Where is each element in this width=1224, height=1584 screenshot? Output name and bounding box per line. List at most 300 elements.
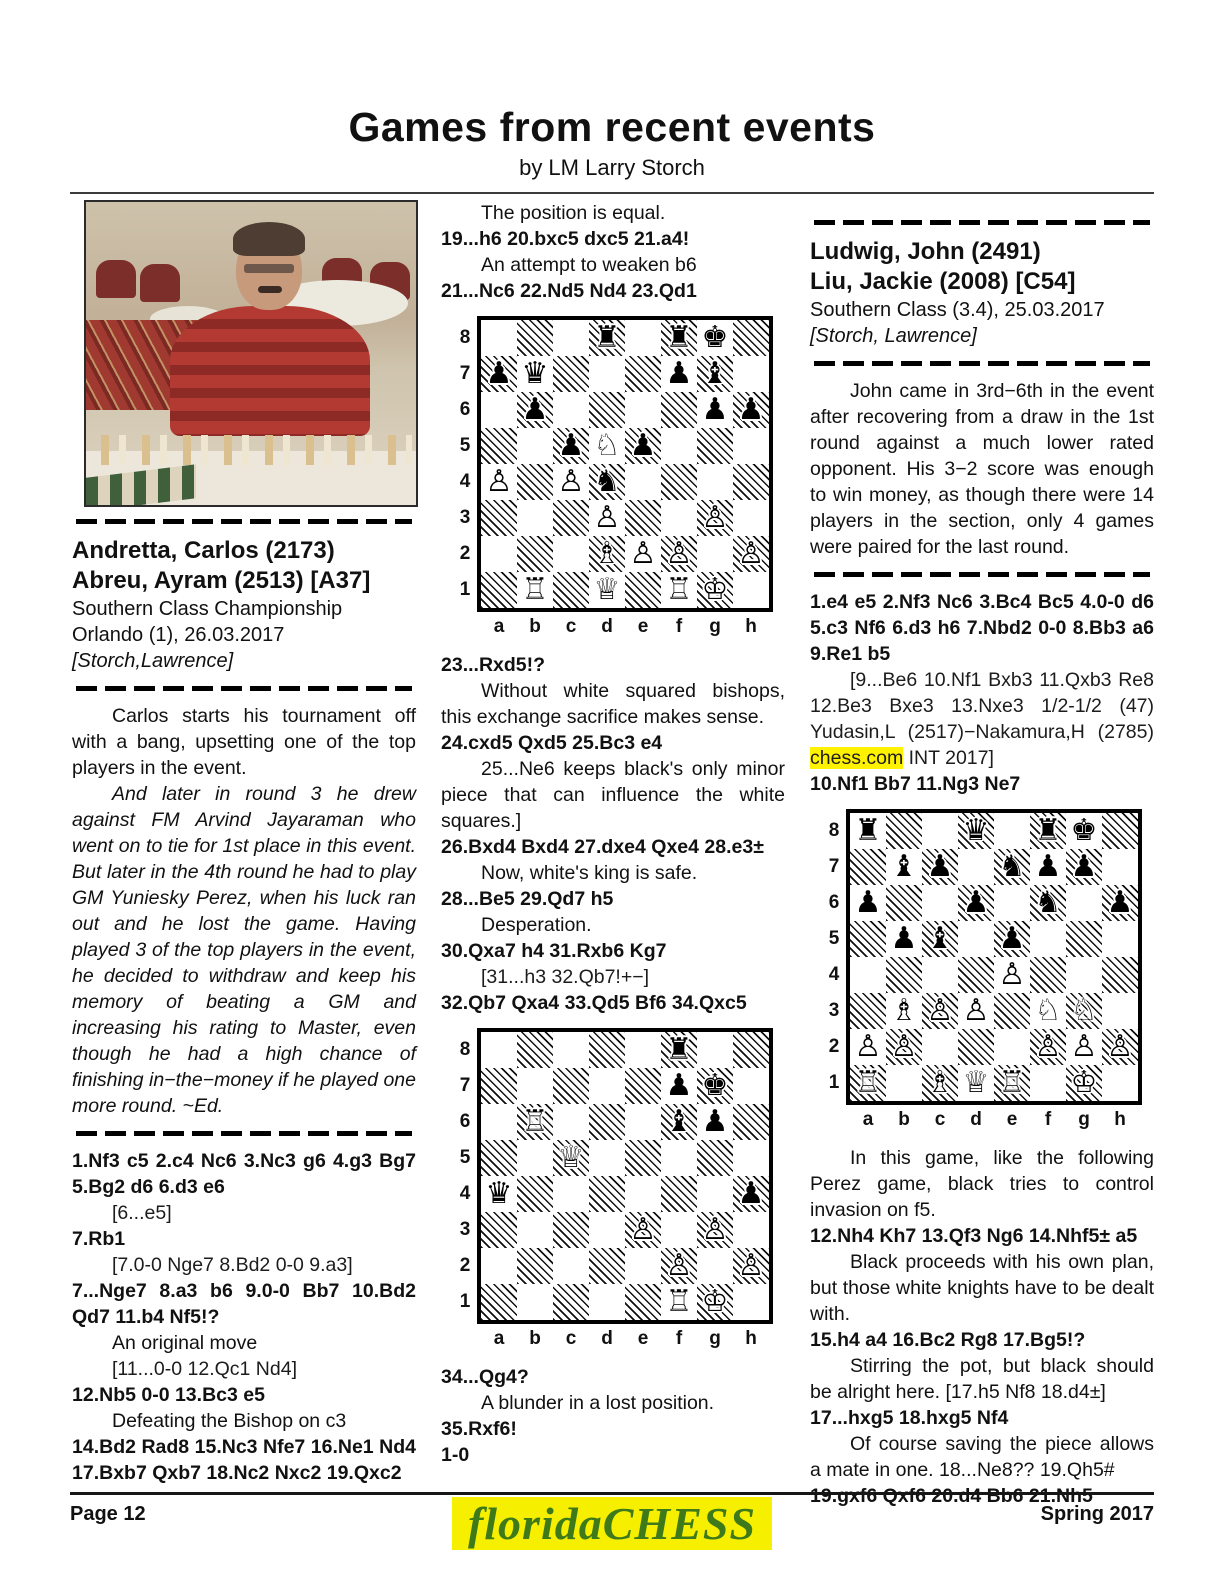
- board-square: [625, 1284, 661, 1320]
- board-square: [517, 1212, 553, 1248]
- board-square: [625, 464, 661, 500]
- chess-board: [846, 809, 1142, 1105]
- page-number: Page 12: [70, 1503, 146, 1525]
- board-square: [886, 1029, 922, 1065]
- board-square: [733, 536, 769, 572]
- file-label: b: [529, 616, 541, 637]
- comment-line: A blunder in a lost position.: [481, 1392, 715, 1414]
- board-square: [517, 1104, 553, 1140]
- rank-label: 2: [459, 1255, 471, 1276]
- rank-label: 3: [828, 1000, 840, 1021]
- white-chess-piece: ♘: [593, 428, 621, 463]
- variation-line: [7.0-0 Nge7 8.Bd2 0-0 9.a3]: [112, 1254, 353, 1276]
- board-square: [553, 356, 589, 392]
- moves-line: 7.Rb1: [72, 1228, 126, 1250]
- black-chess-piece: ♝: [665, 1104, 693, 1139]
- white-chess-piece: ♙: [665, 1248, 693, 1283]
- board-square: [553, 1140, 589, 1176]
- board-square: [922, 1029, 958, 1065]
- board-square: [481, 572, 517, 608]
- board-square: [697, 1104, 733, 1140]
- white-chess-piece: ♖: [521, 572, 549, 607]
- black-chess-piece: ♜: [854, 813, 882, 848]
- file-labels: [477, 1326, 773, 1352]
- rank-label: 4: [828, 964, 840, 985]
- board-square: [589, 1212, 625, 1248]
- black-chess-piece: ♟: [737, 1176, 765, 1211]
- byline: by LM Larry Storch: [519, 155, 705, 180]
- board-square: [625, 1212, 661, 1248]
- board-square: [697, 536, 733, 572]
- file-label: h: [745, 616, 757, 637]
- board-square: [886, 993, 922, 1029]
- file-label: b: [529, 1328, 541, 1349]
- board-square: [1102, 921, 1138, 957]
- white-chess-piece: ♙: [557, 464, 585, 499]
- board-square: [994, 921, 1030, 957]
- variation-line: [6...e5]: [112, 1202, 172, 1224]
- chess-board: [477, 316, 773, 612]
- board-square: [553, 1176, 589, 1212]
- board-square: [697, 500, 733, 536]
- board-square: [958, 849, 994, 885]
- moves-line: 32.Qb7 Qxa4 33.Qd5 Bf6 34.Qxc5: [441, 992, 747, 1014]
- rank-labels: [822, 809, 846, 1105]
- board-square: [1066, 993, 1102, 1029]
- board-square: [733, 392, 769, 428]
- moves-line: 17...hxg5 18.hxg5 Nf4: [810, 1407, 1009, 1429]
- chess-diagram-1: [453, 316, 773, 640]
- board-square: [1030, 1029, 1066, 1065]
- board-square: [994, 1065, 1030, 1101]
- rank-label: 7: [459, 1075, 471, 1096]
- black-chess-piece: ♝: [701, 356, 729, 391]
- black-chess-piece: ♟: [926, 849, 954, 884]
- column-left: [72, 200, 416, 1509]
- moves-line: 19...h6 20.bxc5 dxc5 21.a4!: [441, 228, 690, 250]
- board-square: [733, 356, 769, 392]
- board-square: [661, 1212, 697, 1248]
- board-square: [697, 320, 733, 356]
- file-label: f: [1044, 1109, 1052, 1130]
- board-square: [481, 1284, 517, 1320]
- board-square: [481, 392, 517, 428]
- board-square: [589, 464, 625, 500]
- moves-line: 14.Bd2 Rad8 15.Nc3 Nfe7 16.Ne1 Nd4 17.Bxb7 Qxb7 18.Nc2 Nxc2 19.Qxc2: [72, 1436, 416, 1484]
- white-chess-piece: ♔: [1070, 1065, 1098, 1100]
- white-chess-piece: ♘: [1070, 993, 1098, 1028]
- board-square: [481, 500, 517, 536]
- board-square: [886, 921, 922, 957]
- board-square: [481, 1212, 517, 1248]
- board-square: [625, 392, 661, 428]
- board-square: [697, 392, 733, 428]
- board-square: [625, 356, 661, 392]
- board-square: [661, 500, 697, 536]
- white-chess-piece: ♙: [701, 1212, 729, 1247]
- board-square: [850, 885, 886, 921]
- white-chess-piece: ♙: [1106, 1029, 1134, 1064]
- board-square: [481, 320, 517, 356]
- board-square: [1066, 885, 1102, 921]
- moves-line: 26.Bxd4 Bxd4 27.dxe4 Qxe4 28.e3±: [441, 836, 764, 858]
- moves-line: 1.Nf3 c5 2.c4 Nc6 3.Nc3 g6 4.g3 Bg7 5.Bg2 d6 6.d3 e6: [72, 1150, 416, 1198]
- board-square: [886, 849, 922, 885]
- moves-line: 34...Qg4?: [441, 1366, 529, 1388]
- board-square: [733, 464, 769, 500]
- white-chess-piece: ♙: [1034, 1029, 1062, 1064]
- black-chess-piece: ♝: [926, 921, 954, 956]
- board-square: [922, 993, 958, 1029]
- rank-label: 5: [828, 928, 840, 949]
- board-square: [697, 572, 733, 608]
- white-chess-piece: ♙: [629, 1212, 657, 1247]
- white-chess-piece: ♙: [593, 500, 621, 535]
- board-square: [517, 1284, 553, 1320]
- chess-diagram-2: [453, 1028, 773, 1352]
- rank-label: 1: [459, 579, 471, 600]
- moves-line: 24.cxd5 Qxd5 25.Bc3 e4: [441, 732, 663, 754]
- board-square: [625, 536, 661, 572]
- rank-label: 3: [459, 1219, 471, 1240]
- black-chess-piece: ♟: [737, 392, 765, 427]
- board-square: [1030, 885, 1066, 921]
- rank-label: 8: [459, 327, 471, 348]
- game1-editor-note: And later in round 3 he drew against FM Arvind Jayaraman who went on to tie for 1st place in this event. But later in the 4th round he had to play GM Yuniesky Perez, when his luck ran out and he lost the game. Having played 3 of the top players in the event, he decided to withdraw and keep his memory of beating a GM and increasing his rating to Master, even though he had a high chance of finishing in−the−money if he played one more round. ~Ed.: [72, 783, 416, 1117]
- black-chess-piece: ♞: [593, 464, 621, 499]
- board-square: [1030, 921, 1066, 957]
- board-square: [958, 813, 994, 849]
- board-square: [733, 1104, 769, 1140]
- board-square: [661, 1248, 697, 1284]
- board-square: [481, 1032, 517, 1068]
- board-square: [1102, 957, 1138, 993]
- board-square: [994, 813, 1030, 849]
- rank-label: 7: [828, 856, 840, 877]
- rank-label: 8: [459, 1039, 471, 1060]
- board-square: [886, 885, 922, 921]
- game2-annotator: [Storch, Lawrence]: [810, 325, 977, 347]
- board-square: [625, 1032, 661, 1068]
- board-square: [1066, 1065, 1102, 1101]
- board-square: [589, 392, 625, 428]
- rank-label: 6: [828, 892, 840, 913]
- file-label: d: [601, 616, 613, 637]
- board-square: [661, 1032, 697, 1068]
- board-square: [733, 1248, 769, 1284]
- rank-label: 2: [828, 1036, 840, 1057]
- board-square: [589, 1140, 625, 1176]
- board-square: [517, 1140, 553, 1176]
- black-chess-piece: ♟: [665, 1068, 693, 1103]
- file-label: b: [898, 1109, 910, 1130]
- board-square: [589, 1032, 625, 1068]
- file-label: e: [637, 1328, 649, 1349]
- board-square: [553, 1068, 589, 1104]
- white-chess-piece: ♖: [665, 572, 693, 607]
- comment-line: Black proceeds with his own plan, but those white knights have to be dealt with.: [810, 1251, 1154, 1325]
- board-square: [553, 500, 589, 536]
- board-square: [661, 1104, 697, 1140]
- comment-line: Now, white's king is safe.: [481, 862, 698, 884]
- board-square: [850, 921, 886, 957]
- comment-line: An original move: [112, 1332, 258, 1354]
- moves-line: 7...Nge7 8.a3 b6 9.0-0 Bb7 10.Bd2 Qd7 11.b4 Nf5!?: [72, 1280, 416, 1328]
- file-label: g: [1078, 1109, 1090, 1130]
- file-label: g: [709, 616, 721, 637]
- rank-labels: [453, 316, 477, 612]
- board-square: [733, 1176, 769, 1212]
- board-square: [517, 572, 553, 608]
- white-chess-piece: ♖: [665, 1284, 693, 1319]
- page-title: Games from recent events: [348, 104, 876, 150]
- comment-line: Of course saving the piece allows a mate in one. 18...Ne8?? 19.Qh5#: [810, 1433, 1154, 1481]
- white-chess-piece: ♙: [665, 536, 693, 571]
- white-chess-piece: ♙: [854, 1029, 882, 1064]
- board-square: [625, 572, 661, 608]
- board-square: [850, 1065, 886, 1101]
- moves-line: 12.Nh4 Kh7 13.Qf3 Ng6 14.Nhf5± a5: [810, 1225, 1138, 1247]
- board-square: [589, 1104, 625, 1140]
- black-chess-piece: ♞: [1034, 885, 1062, 920]
- black-chess-piece: ♞: [998, 849, 1026, 884]
- moves-line: 30.Qxa7 h4 31.Rxb6 Kg7: [441, 940, 667, 962]
- white-chess-piece: ♗: [593, 536, 621, 571]
- board-square: [661, 1068, 697, 1104]
- chess-board: [477, 1028, 773, 1324]
- comment-line: Without white squared bishops, this exchange sacrifice makes sense.: [441, 680, 785, 728]
- board-square: [958, 885, 994, 921]
- rank-label: 6: [459, 399, 471, 420]
- file-label: c: [565, 1328, 577, 1349]
- game1-white-player: Andretta, Carlos (2173): [72, 537, 335, 564]
- black-chess-piece: ♟: [1106, 885, 1134, 920]
- black-chess-piece: ♟: [962, 885, 990, 920]
- dashed-separator: [814, 361, 1150, 366]
- board-square: [625, 428, 661, 464]
- board-square: [661, 464, 697, 500]
- board-square: [697, 428, 733, 464]
- game1-intro: Carlos starts his tournament off with a bang, upsetting one of the top players in the event.: [72, 705, 416, 779]
- board-square: [553, 1032, 589, 1068]
- dashed-separator: [76, 686, 412, 691]
- board-square: [625, 1068, 661, 1104]
- file-labels: [846, 1107, 1142, 1133]
- board-square: [553, 536, 589, 572]
- game1-black-player: Abreu, Ayram (2513) [A37]: [72, 567, 371, 594]
- rank-label: 5: [459, 435, 471, 456]
- board-square: [697, 1032, 733, 1068]
- file-label: c: [565, 616, 577, 637]
- board-square: [517, 320, 553, 356]
- white-chess-piece: ♙: [737, 536, 765, 571]
- white-chess-piece: ♕: [962, 1065, 990, 1100]
- comment-line: In this game, like the following Perez game, black tries to control invasion on f5.: [810, 1147, 1154, 1221]
- board-square: [553, 1104, 589, 1140]
- comment-line: 25...Ne6 keeps black's only minor piece that can influence the white squares.]: [441, 758, 785, 832]
- board-square: [481, 1140, 517, 1176]
- black-chess-piece: ♜: [593, 320, 621, 355]
- board-square: [661, 1140, 697, 1176]
- board-square: [625, 500, 661, 536]
- board-square: [481, 356, 517, 392]
- board-square: [1030, 957, 1066, 993]
- board-square: [517, 428, 553, 464]
- black-chess-piece: ♟: [665, 356, 693, 391]
- white-chess-piece: ♙: [485, 464, 513, 499]
- board-square: [661, 1284, 697, 1320]
- white-chess-piece: ♗: [926, 1065, 954, 1100]
- board-square: [661, 392, 697, 428]
- moves-line: 15.h4 a4 16.Bc2 Rg8 17.Bg5!?: [810, 1329, 1086, 1351]
- white-chess-piece: ♙: [737, 1248, 765, 1283]
- page-footer: [70, 1492, 1154, 1549]
- board-square: [850, 1029, 886, 1065]
- moves-line: 28...Be5 29.Qd7 h5: [441, 888, 614, 910]
- white-chess-piece: ♘: [1034, 993, 1062, 1028]
- board-square: [481, 464, 517, 500]
- board-square: [850, 993, 886, 1029]
- file-label: a: [493, 1328, 505, 1349]
- game2-black-player: Liu, Jackie (2008) [C54]: [810, 268, 1076, 295]
- board-square: [1102, 813, 1138, 849]
- board-square: [922, 1065, 958, 1101]
- black-chess-piece: ♚: [701, 320, 729, 355]
- board-square: [697, 1140, 733, 1176]
- comment-line: An attempt to weaken b6: [481, 254, 697, 276]
- board-square: [994, 957, 1030, 993]
- white-chess-piece: ♗: [890, 993, 918, 1028]
- board-square: [553, 428, 589, 464]
- board-square: [850, 957, 886, 993]
- issue-label: Spring 2017: [1040, 1503, 1154, 1525]
- moves-line: 19.gxf6 Qxf6 20.d4 Bb6 21.Nh5: [810, 1485, 1093, 1507]
- variation-text: [9...Be6 10.Nf1 Bxb3 11.Qxb3 Re8 12.Be3 Bxe3 13.Nxe3 1/2-1/2 (47) Yudasin,L (2517)−Nakamura,H (2785): [810, 669, 1154, 743]
- white-chess-piece: ♙: [962, 993, 990, 1028]
- board-square: [922, 921, 958, 957]
- board-square: [589, 1068, 625, 1104]
- dashed-separator: [76, 519, 412, 524]
- board-square: [481, 1104, 517, 1140]
- board-square: [697, 1284, 733, 1320]
- black-chess-piece: ♛: [962, 813, 990, 848]
- board-square: [517, 536, 553, 572]
- game1-annotator: [Storch,Lawrence]: [72, 650, 234, 672]
- board-square: [697, 464, 733, 500]
- board-square: [922, 813, 958, 849]
- rank-label: 2: [459, 543, 471, 564]
- board-square: [994, 1029, 1030, 1065]
- game1-event: Southern Class Championship: [72, 598, 343, 620]
- photo-red-striped-shirt: [170, 306, 370, 436]
- board-square: [697, 356, 733, 392]
- rank-label: 1: [828, 1072, 840, 1093]
- rank-label: 7: [459, 363, 471, 384]
- white-chess-piece: ♙: [890, 1029, 918, 1064]
- white-chess-piece: ♔: [701, 1284, 729, 1319]
- game-result: 1-0: [441, 1444, 470, 1466]
- black-chess-piece: ♟: [1070, 849, 1098, 884]
- board-square: [733, 1284, 769, 1320]
- rank-label: 6: [459, 1111, 471, 1132]
- board-square: [481, 1176, 517, 1212]
- moves-line: 21...Nc6 22.Nd5 Nd4 23.Qd1: [441, 280, 697, 302]
- white-chess-piece: ♙: [926, 993, 954, 1028]
- board-square: [661, 536, 697, 572]
- board-square: [994, 885, 1030, 921]
- file-label: a: [493, 616, 505, 637]
- game2-intro: John came in 3rd−6th in the event after recovering from a draw in the 1st round against a much lower rated opponent. His 3−2 score was enough to win money, as though there were 14 players in the section, only 4 games were paired for the last round.: [810, 380, 1154, 558]
- board-square: [733, 1212, 769, 1248]
- black-chess-piece: ♟: [854, 885, 882, 920]
- board-square: [922, 885, 958, 921]
- rank-label: 4: [459, 1183, 471, 1204]
- black-chess-piece: ♟: [557, 428, 585, 463]
- comment-line: Desperation.: [481, 914, 592, 936]
- file-label: f: [675, 616, 683, 637]
- board-square: [661, 1176, 697, 1212]
- board-square: [886, 813, 922, 849]
- board-square: [1066, 1029, 1102, 1065]
- black-chess-piece: ♟: [485, 356, 513, 391]
- photo-chair: [140, 264, 180, 302]
- moves-line: 10.Nf1 Bb7 11.Ng3 Ne7: [810, 773, 1021, 795]
- board-square: [697, 1176, 733, 1212]
- photo-chair: [96, 260, 136, 298]
- board-square: [1066, 921, 1102, 957]
- board-square: [850, 849, 886, 885]
- moves-line: 12.Nb5 0-0 13.Bc3 e5: [72, 1384, 265, 1406]
- board-square: [1066, 849, 1102, 885]
- board-square: [958, 1065, 994, 1101]
- board-square: [922, 849, 958, 885]
- moves-line: 35.Rxf6!: [441, 1418, 517, 1440]
- board-square: [1102, 993, 1138, 1029]
- board-square: [733, 428, 769, 464]
- board-square: [1030, 849, 1066, 885]
- board-square: [553, 320, 589, 356]
- white-chess-piece: ♙: [701, 500, 729, 535]
- board-square: [661, 428, 697, 464]
- board-square: [1102, 885, 1138, 921]
- chess-diagram-3: [822, 809, 1142, 1133]
- black-chess-piece: ♜: [665, 320, 693, 355]
- variation-line: [810, 667, 1154, 771]
- board-square: [1030, 993, 1066, 1029]
- photo-glasses: [244, 264, 294, 273]
- board-square: [733, 500, 769, 536]
- white-chess-piece: ♕: [557, 1140, 585, 1175]
- black-chess-piece: ♟: [701, 392, 729, 427]
- board-square: [733, 572, 769, 608]
- board-square: [733, 1068, 769, 1104]
- file-label: e: [637, 616, 649, 637]
- board-square: [661, 356, 697, 392]
- board-square: [589, 356, 625, 392]
- board-square: [1030, 813, 1066, 849]
- white-chess-piece: ♔: [701, 572, 729, 607]
- rank-label: 3: [459, 507, 471, 528]
- board-square: [589, 500, 625, 536]
- file-label: h: [1114, 1109, 1126, 1130]
- board-square: [589, 320, 625, 356]
- rank-label: 5: [459, 1147, 471, 1168]
- file-label: a: [862, 1109, 874, 1130]
- variation-line: [11...0-0 12.Qc1 Nd4]: [112, 1358, 297, 1380]
- board-square: [733, 1032, 769, 1068]
- rank-label: 4: [459, 471, 471, 492]
- file-label: f: [675, 1328, 683, 1349]
